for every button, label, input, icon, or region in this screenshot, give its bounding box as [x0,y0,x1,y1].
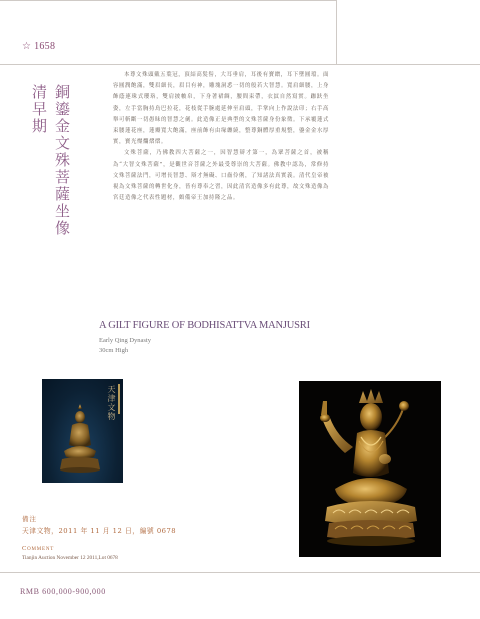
frame-line-top [0,0,336,1]
chinese-period: 清早期 [30,84,48,135]
catalog-cover-title: 天津文物 [107,385,116,421]
english-period: Early Qing Dynasty [99,337,151,344]
english-title: A GILT FIGURE OF BODHISATTVA MANJUSRI [99,320,310,331]
frame-line-bottom [0,572,480,573]
english-height: 30cm High [99,347,129,354]
description-paragraph: 本尊文殊頭戴五葉冠，頂結高髮髻，大耳垂肩，耳後有寶繒，耳下墜圓璫。面容圓潤飽滿，雙眉細長，眉目有神，雕塊洞悉一切的般若大智慧。寬肩細腰，上身飾蔭連珠式瓔珞，雙肩披帔帛，下身著裙綢，腰間束帶，衣紋自然寫實。跏趺坐姿，左手當胸持鳥巴拉花，花枝從手腕處延伸至肩頭，手掌向上作說法印；右手高舉可斬斷一切愚昧的智慧之劍。此造像正是典型的文殊菩薩身份象徵。下承覆蓮式束腰蓮花座，蓮瓣寬大飽滿，座前飾有由缘纏繞，整尊銅體厚重規整，鎏金金水厚實，寶光燦爛熠熠。 [113,72,329,146]
price-estimate: RMB 600,000-900,000 [20,587,106,596]
comment-label: Comment [22,545,55,552]
provenance-text: 天津文物，2011 年 11 月 12 日，編號 0678 [22,527,177,535]
provenance-label: 備注 [22,515,37,523]
chinese-title: 銅鎏金文殊菩薩坐像 [53,84,71,237]
manjusri-photo [299,381,441,557]
frame-line-vertical [336,0,337,64]
chinese-description [113,70,329,204]
manjusri-figure [299,381,441,557]
comment-text: Tianjin Auction November 12 2011,Lot 0678 [22,555,118,561]
lot-number: ☆ 1658 [22,41,56,52]
frame-line-header [0,64,480,65]
catalog-cover-image [42,379,123,483]
description-paragraph: 文殊菩薩，乃佛教四大菩薩之一，因智慧辯才第一，為眾菩薩之首，被稱為“大智文殊菩薩”，是觀世音菩薩之外最受尊崇的大菩薩。佛教中認為，常修持文殊菩薩法門，可增長智慧、辯才無礙、口齒伶俐，了知諸法真實義。清代皇帝被視為文殊菩薩的轉世化身，皆有尊奉之習，因此清宮造像多有此尊，故文殊造像為宮廷造像之代表性題材，頗備帝王加持隆之品。 [113,150,329,202]
catalog-buddha-figure [42,379,123,483]
